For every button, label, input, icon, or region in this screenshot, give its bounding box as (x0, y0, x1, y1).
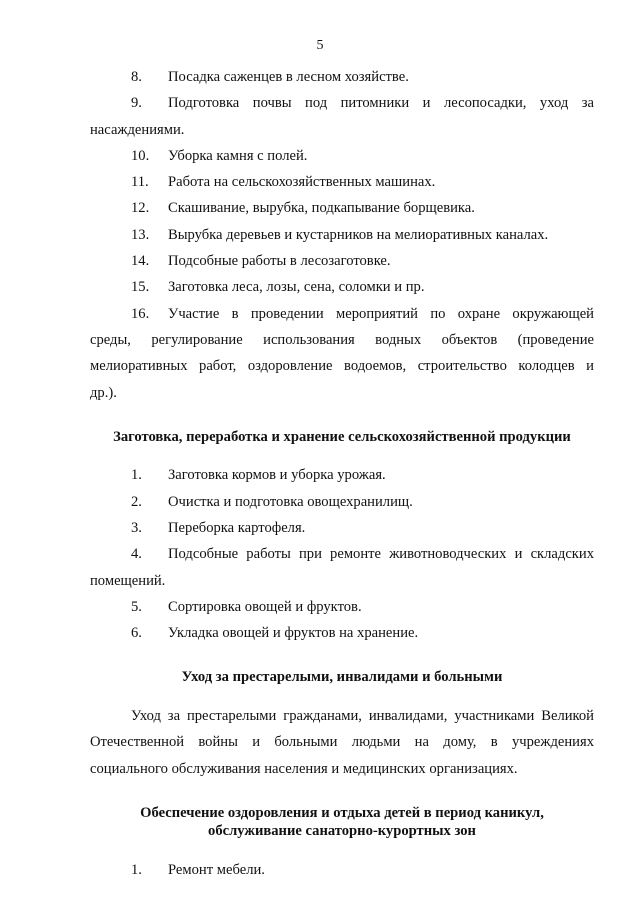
section4-list (90, 857, 594, 883)
list-item (90, 594, 594, 620)
item-number: 15. (131, 279, 150, 296)
item-text: Сортировка овощей и фруктов. (168, 598, 362, 615)
item-number: 1. (131, 467, 142, 484)
item-text-line1: Подсобные работы при ремонте животноводческих и складских (168, 546, 594, 563)
item-text: Укладка овощей и фруктов на хранение. (168, 625, 419, 642)
list-item (90, 620, 594, 646)
paragraph-line1: Уход за престарелыми гражданами, инвалидами, участниками Великой (131, 707, 594, 724)
item-text-line3: мелиоративных работ, оздоровление водоемов, строительство колодцев и (90, 358, 594, 375)
item-number: 5. (131, 598, 142, 615)
item-number: 14. (131, 253, 150, 270)
list-item (90, 222, 594, 248)
heading-line1: Обеспечение оздоровления и отдыха детей в период каникул, (140, 804, 544, 821)
list-item (90, 90, 594, 143)
list-item (90, 248, 594, 274)
list-item (90, 169, 594, 195)
section1-list (90, 64, 594, 406)
section2-heading: Заготовка, переработка и хранение сельскохозяйственной продукции (113, 428, 571, 445)
item-number: 4. (131, 546, 142, 563)
list-item (90, 274, 594, 300)
paragraph-line2: Отечественной войны и больными людьми на дому, в учреждениях (90, 734, 594, 751)
item-text: Очистка и подготовка овощехранилищ. (168, 493, 413, 510)
list-item (90, 301, 594, 406)
item-text-line2: среды, регулирование использования водных объектов (проведение (90, 331, 594, 348)
item-text-line2: помещений. (90, 572, 166, 589)
list-item (90, 143, 594, 169)
item-number: 13. (131, 226, 150, 243)
list-item (90, 857, 594, 883)
item-number: 1. (131, 861, 142, 878)
item-text: Подсобные работы в лесозаготовке. (168, 253, 391, 270)
section3-heading: Уход за престарелыми, инвалидами и больными (181, 669, 503, 686)
paragraph-line3: социального обслуживания населения и медицинских организациях. (90, 760, 518, 777)
list-item (90, 515, 594, 541)
section2-list (90, 462, 594, 646)
item-number: 12. (131, 200, 150, 217)
item-number: 6. (131, 625, 142, 642)
item-text: Вырубка деревьев и кустарников на мелиоративных каналах. (168, 226, 549, 243)
item-number: 9. (131, 95, 142, 112)
document-body (90, 64, 594, 883)
list-item (90, 64, 594, 90)
list-item (90, 195, 594, 221)
item-number: 3. (131, 519, 142, 536)
list-item (90, 541, 594, 594)
item-text: Заготовка леса, лозы, сена, соломки и пр. (168, 279, 425, 296)
item-text-line2: насаждениями. (90, 121, 185, 138)
item-text: Переборка картофеля. (168, 519, 306, 536)
section3-paragraph (90, 703, 594, 782)
item-text: Ремонт мебели. (168, 861, 265, 878)
section4-heading (90, 804, 594, 841)
item-text: Работа на сельскохозяйственных машинах. (168, 174, 436, 191)
item-text: Уборка камня с полей. (168, 147, 308, 164)
item-text: Скашивание, вырубка, подкапывание борщевика. (168, 200, 475, 217)
heading-line2: обслуживание санаторно-курортных зон (208, 823, 476, 840)
item-text: Заготовка кормов и уборка урожая. (168, 467, 386, 484)
item-text-line1: Участие в проведении мероприятий по охране окружающей (168, 305, 594, 322)
item-text-line1: Подготовка почвы под питомники и лесопосадки, уход за (168, 95, 594, 112)
item-number: 16. (131, 305, 150, 322)
item-number: 2. (131, 493, 142, 510)
list-item (90, 489, 594, 515)
item-text-line4: др.). (90, 384, 117, 401)
page-number: 5 (316, 38, 324, 53)
item-number: 11. (131, 174, 149, 191)
list-item (90, 462, 594, 488)
item-number: 10. (131, 147, 150, 164)
item-number: 8. (131, 69, 142, 85)
item-text: Посадка саженцев в лесном хозяйстве. (168, 69, 409, 85)
